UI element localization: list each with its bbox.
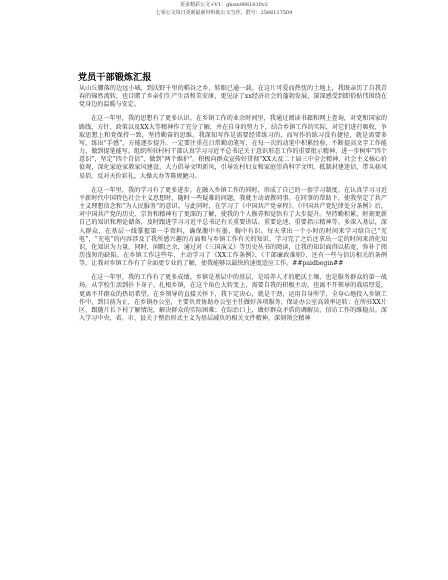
paragraph-3: 在这一年里，我的学习有了更多进步。在融入乡镇工作的同时，形成了自己的一套学习制度。在认真学习习近平新时代中国特色社会主义思想时，随时一些疑难的问题，我就主动请教同事。在同事的帮助下，使我坚定了共产主义理想信念和“为人民服务”的意识。与此同时，在学习了《中国共产党章程》、《中国共产党纪律处分条例》后，对中国共产党的历史、宗旨和精神有了更深的了解，使我的个人修养和觉悟有了大步提升。坚持勤积累，时刻更新自己的知识和理论储备，及时跟进学习习近平总书记有关重要讲话、重要论述、重要指示精神等。多深入基层，深入群众，在基层一线掌握第一手资料，确保腹中有墨，胸中有识。每天拿出一个小时的时间来学习给自己“充电”，“充电”的内容涉及了我所感兴趣的方面和与乡镇工作有关的知识，学习完了之后还拿出一定的时间来消化知识，化知识为力量。同时，闲暇之余，通过对《三国演义》等历史丛书的阅读，让我的知识面得以拓宽，弥补了阅历浅短的缺陷。在乡镇工作这些年，主动学习了《XX工作条例》、《干部廉政准则》，还有一些与信访相关的条例等，让我对乡镇工作有了全面更专业的了解，使我能够以最快的速度适应工作。##paidbegin## — [79, 186, 387, 268]
document-title: 党员干部锻炼汇报 — [78, 73, 152, 83]
document-body — [79, 85, 387, 329]
paragraph-4: 在这一年里，我的工作有了更多成绩。乡镇是基层中的基层，是培养人才的肥沃土壤，也是服务群众的第一战场。从学校生活到扑下身子、扎根乡镇，在这个角色大转变上，需要自我的积极主动，也离不开领导的栽培厚爱，更离不开群众的热切希望。在乡领导的直接关怀下，我下定决心，就是干劲，运用自身所学，全身心地投入乡镇工作中，到目前为止，在乡镇办公室，主要负责协助办公室主任做好各项服务，保证办公室高效率运转；在所驻XX片区，跟随片长下村了解情况，解决群众的实际困难；在综治口上，做好群众矛盾的调解员，信访工作的维稳员。深入学习中央、省、市、县关于整治形式主义为基层减负的相关文件精神，深刻领会精神 — [79, 274, 387, 323]
paragraph-2: 在这一年里，我的思想有了更多认识。在乡镇工作的业余时间里，我通过阅读书籍和网上查询，对党和国家的路线、方针、政策以及XX大等精神作了充分了解，并在自身的努力下，结合乡镇工作的实际，对它们进行吸收，争取思想上和党保持一致，坚持勤奋的思维。我深知写作是需要经常练习的，而写作的练习没有捷径，就是需要多写，练出“手感”，方能逐步提升。一定要注重在日常勤动笔写，在每一次的动笔中积累经验，不断提高文字工作能力，做到提笔能写。组织所驻村村干部认真学习习近平总书记关于意识形态工作的重要批示精神，进一步树牢“四个意识”，坚定“四个自信”，做到“两个维护”。积极向群众宣传好贯彻“XX大及二十届三中全会精神，社会主义核心价值观，深化家庭家教家风建设，大力倡导文明新风，引导农村妇女和家庭崇尚科学文明，抵制封建迷信，带头移风易俗，反对天价彩礼、大操大办等陈规陋习。 — [79, 115, 387, 180]
page-header — [0, 1, 448, 17]
header-line-1: 更多精彩公文+V1：ghsm9861010v2 — [180, 2, 268, 8]
paragraph-1: 从山丘腰落的边远小城，到沃野千里的稻谷之乡，转眼已逾一载。在这片可爱而热忱的土地上，我既亲历了自我青春的锦然流转，也目睹了乡亲们生产生活和美安康，更见证了xx经济社会的蓬勃发展，深深感受到即俗贴伟围绕在党身边的温暖与安定。 — [79, 85, 387, 109]
header-line-2: 七零公文每日更新最新材料助公文写作。群号：2566117509 — [155, 10, 293, 16]
